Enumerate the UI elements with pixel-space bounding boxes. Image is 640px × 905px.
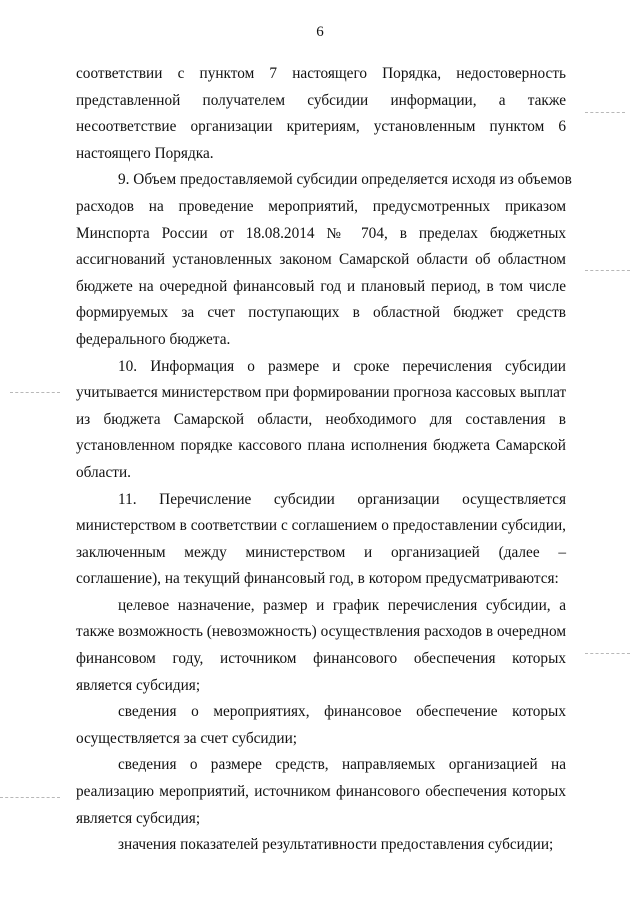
- text-line: федерального бюджета.: [76, 330, 231, 348]
- scan-artifact-line: [585, 653, 630, 654]
- paragraph: [76, 487, 566, 593]
- text-line: целевое назначение, размер и график перечисления субсидии, а: [118, 596, 566, 614]
- scan-artifact-line: [0, 797, 60, 798]
- text-line: соглашение), на текущий финансовый год, в котором предусматриваются:: [76, 570, 559, 588]
- text-line: сведения о размере средств, направляемых организацией на: [118, 756, 566, 774]
- text-line: области.: [76, 463, 131, 481]
- paragraph: [76, 593, 566, 699]
- text-line: несоответствие организации критериям, установленным пунктом 6: [76, 118, 566, 136]
- scan-artifact-line: [585, 270, 630, 271]
- text-line: Минспорта России от 18.08.2014 № 704, в пределах бюджетных: [76, 224, 566, 242]
- text-line: финансовом году, источником финансового обеспечения которых: [76, 650, 566, 668]
- text-line: также возможность (невозможность) осуществления расходов в очередном: [76, 623, 566, 641]
- document-body: [76, 61, 572, 859]
- text-line: 11. Перечисление субсидии организации осуществляется: [118, 490, 566, 508]
- text-line: является субсидия;: [76, 809, 201, 827]
- paragraph: [76, 752, 566, 832]
- text-line: является субсидия;: [76, 676, 201, 694]
- text-line: сведения о мероприятиях, финансовое обеспечение которых: [118, 703, 566, 721]
- text-line: расходов на проведение мероприятий, предусмотренных приказом: [76, 197, 566, 215]
- text-line: министерством в соответствии с соглашением о предоставлении субсидии,: [76, 517, 566, 535]
- text-line: 9. Объем предоставляемой субсидии определяется исходя из объемов: [118, 171, 572, 189]
- paragraph: [76, 61, 566, 167]
- paragraph: [76, 167, 572, 353]
- text-line: реализацию мероприятий, источником финансового обеспечения которых: [76, 783, 566, 801]
- paragraph: [76, 354, 566, 487]
- text-line: осуществляется за счет субсидии;: [76, 729, 298, 747]
- text-line: настоящего Порядка.: [76, 144, 214, 162]
- text-line: установленном порядке кассового плана исполнения бюджета Самарской: [76, 437, 566, 455]
- text-line: заключенным между министерством и организацией (далее –: [76, 543, 566, 561]
- text-line: формируемых за счет поступающих в областной бюджет средств: [76, 304, 566, 322]
- text-line: ассигнований установленных законом Самарской области об областном: [76, 251, 566, 269]
- text-line: из бюджета Самарской области, необходимого для составления в: [76, 410, 566, 428]
- text-line: 10. Информация о размере и сроке перечисления субсидии: [118, 357, 566, 375]
- text-line: соответствии с пунктом 7 настоящего Порядка, недостоверность: [76, 65, 566, 82]
- scan-artifact-line: [585, 112, 625, 113]
- text-line: бюджете на очередной финансовый год и плановый период, в том числе: [76, 277, 566, 295]
- page-number: 6: [316, 24, 324, 40]
- text-line: учитывается министерством при формировании прогноза кассовых выплат: [76, 384, 567, 402]
- paragraph: [76, 832, 566, 859]
- text-line: значения показателей результативности предоставления субсидии;: [118, 836, 554, 854]
- paragraph: [76, 699, 566, 752]
- scan-artifact-line: [10, 392, 60, 393]
- text-line: представленной получателем субсидии информации, а также: [76, 91, 566, 109]
